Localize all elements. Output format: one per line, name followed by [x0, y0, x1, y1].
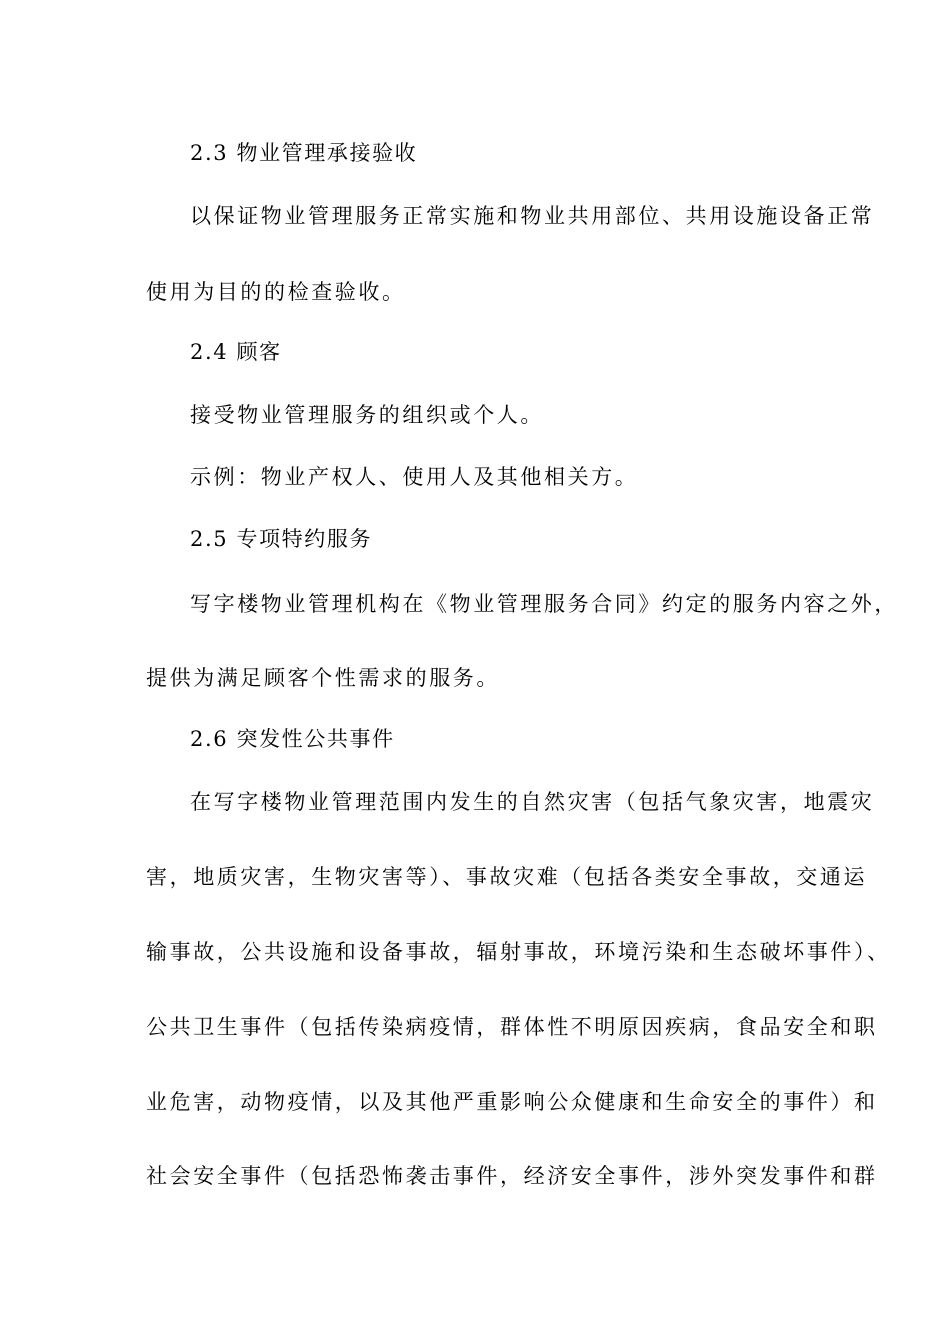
- section-2-6-paragraph-line-5: 业危害，动物疫情，以及其他严重影响公众健康和生命安全的事件）和: [146, 1090, 878, 1114]
- section-2-5-paragraph-line-1: 写字楼物业管理机构在《物业管理服务合同》约定的服务内容之外，: [190, 592, 898, 616]
- section-2-4-paragraph: 接受物业管理服务的组织或个人。: [190, 403, 544, 427]
- section-2-3-paragraph-line-1: 以保证物业管理服务正常实施和物业共用部位、共用设施设备正常: [190, 204, 875, 228]
- section-2-6-paragraph-line-4: 公共卫生事件（包括传染病疫情，群体性不明原因疾病，食品安全和职: [146, 1015, 878, 1039]
- section-2-5-heading: 2.5 专项特约服务: [190, 527, 373, 551]
- section-2-3-heading: 2.3 物业管理承接验收: [190, 141, 418, 165]
- section-2-6-paragraph-line-6: 社会安全事件（包括恐怖袭击事件，经济安全事件，涉外突发事件和群: [146, 1164, 878, 1188]
- section-2-4-example: 示例：物业产权人、使用人及其他相关方。: [190, 465, 639, 489]
- section-2-3-paragraph-line-2: 使用为目的的检查验收。: [146, 280, 406, 304]
- section-2-6-paragraph-line-2: 害，地质灾害，生物灾害等）、事故灾难（包括各类安全事故，交通运: [146, 865, 868, 889]
- section-2-5-paragraph-line-2: 提供为满足顾客个性需求的服务。: [146, 666, 500, 690]
- section-2-6-paragraph-line-3: 输事故，公共设施和设备事故，辐射事故，环境污染和生态破坏事件）、: [146, 940, 891, 964]
- section-2-6-paragraph-line-1: 在写字楼物业管理范围内发生的自然灾害（包括气象灾害，地震灾: [190, 790, 875, 814]
- section-2-6-heading: 2.6 突发性公共事件: [190, 727, 395, 751]
- section-2-4-heading: 2.4 顾客: [190, 340, 282, 364]
